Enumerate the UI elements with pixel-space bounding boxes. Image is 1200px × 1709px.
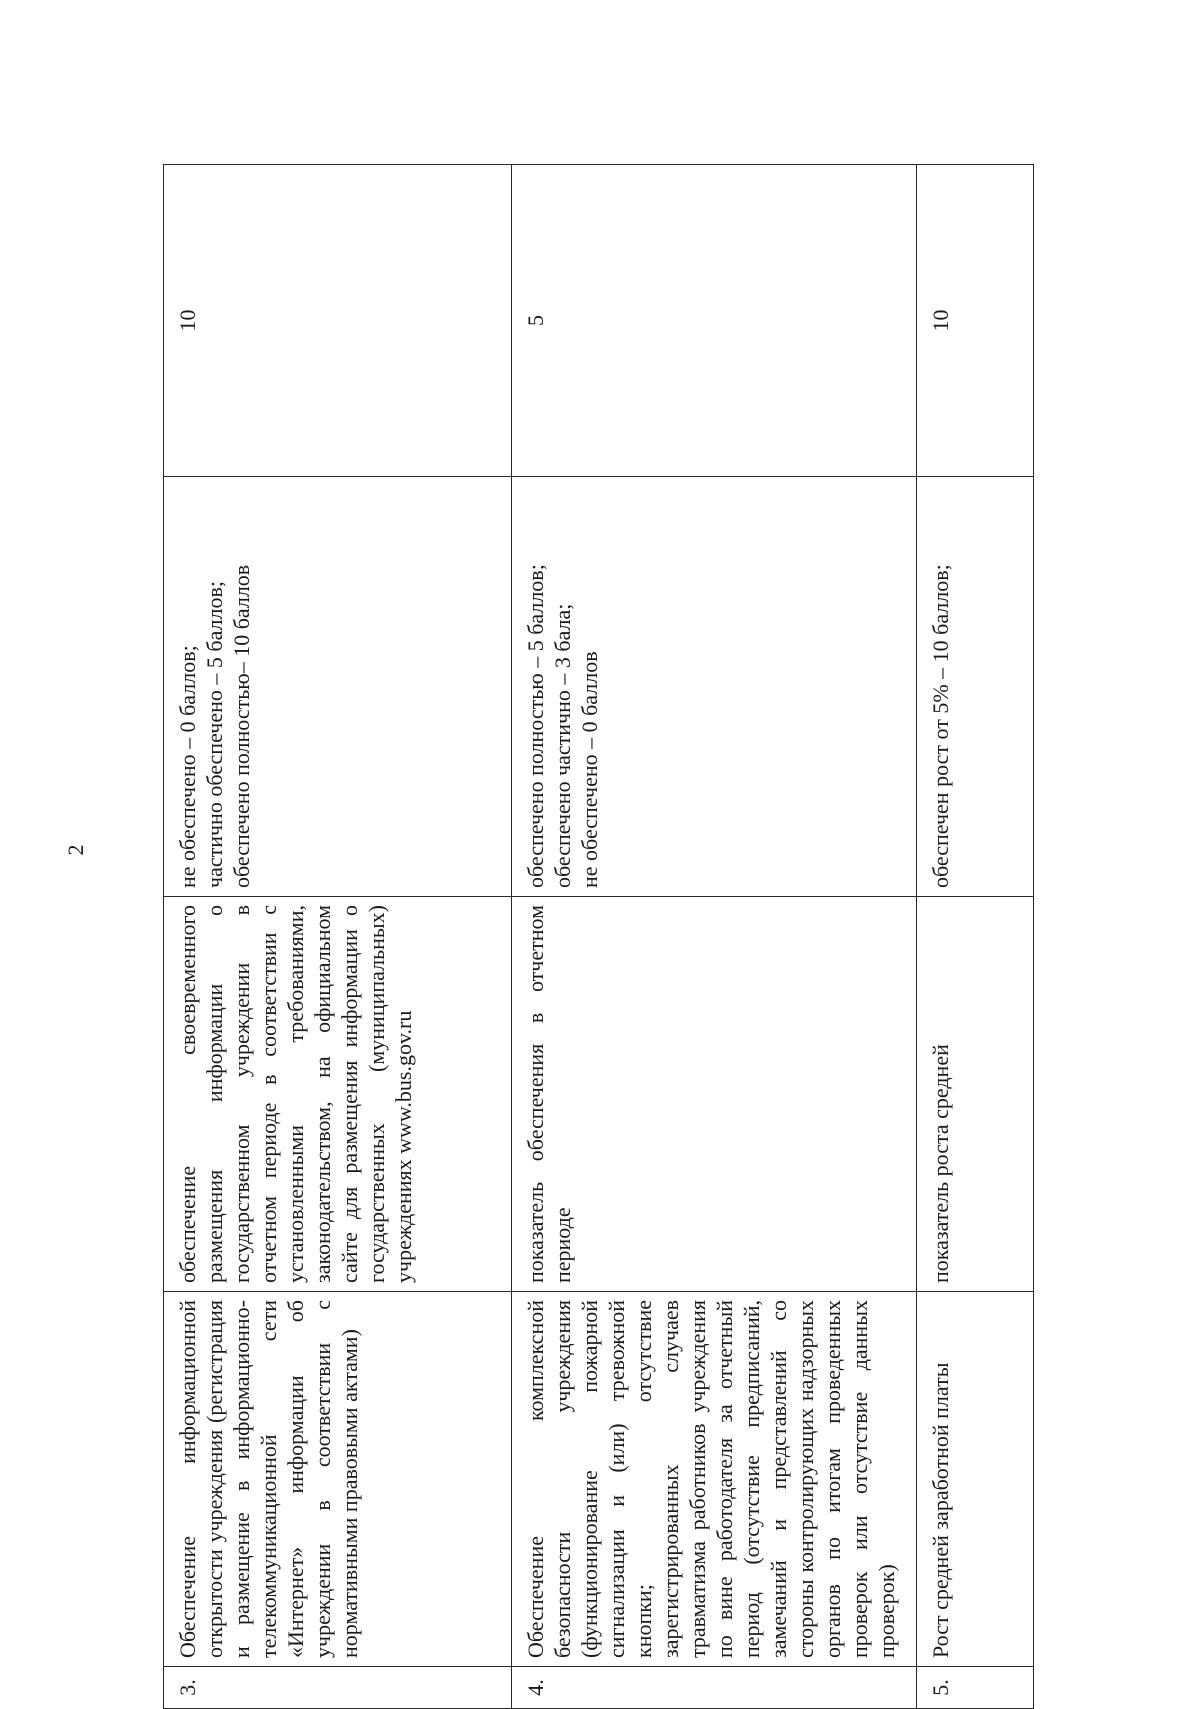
max-points: 5 [512,165,917,477]
page-number: 2 [63,844,88,856]
criterion-indicator: обеспечение своевременного размещения информации о государственном учреждении в отчетном периоде в соответствии с установленными требованиями, законодательством, на официальном сайте для размещения информации о государственных (муниципальных) учреждениях www.bus.gov.ru [164,897,512,1292]
scoring-line: обеспечено частично – 3 бала; [550,603,575,888]
table-row [512,165,917,1709]
criterion-scoring [164,477,512,897]
table-row [917,165,1034,1709]
max-points: 10 [917,165,1034,477]
criterion-scoring [512,477,917,897]
criterion-scoring [917,477,1034,897]
criterion-name: Обеспечение информационной открытости учреждения (регистрация и размещение в информационно-телекоммуникационной сети «Интернет» информации об учреждении в соответствии с нормативными правовыми актами) [164,1292,512,1667]
criteria-table [163,164,1034,1709]
criterion-indicator: показатель роста средней [917,897,1034,1292]
row-number: 5. [917,1667,1034,1709]
scoring-line: обеспечено полностью– 10 баллов [229,564,254,888]
criterion-name: Рост средней заработной платы [917,1292,1034,1667]
criterion-indicator: показатель обеспечения в отчетном периоде [512,897,917,1292]
max-points: 10 [164,165,512,477]
criteria-table-rotated [163,165,1033,1709]
scoring-line: обеспечен рост от 5% – 10 баллов; [928,564,953,888]
row-number: 4. [512,1667,917,1709]
scoring-line: не обеспечено – 0 баллов [577,651,602,888]
scoring-line: частично обеспечено – 5 баллов; [202,580,227,888]
row-number: 3. [164,1667,512,1709]
criterion-name: Обеспечение комплексной безопасности учреждения (функционирование пожарной сигнализации и (или) тревожной кнопки; отсутствие зарегистрированных случаев травматизма работников учреждения по вине работодателя за отчетный период (отсутствие предписаний, замечаний и представлений со стороны контролирующих надзорных органов по итогам проведенных проверок или отсутствие данных проверок) [512,1292,917,1667]
scoring-line: не обеспечено – 0 баллов; [175,645,200,888]
scoring-line: обеспечено полностью – 5 баллов; [523,564,548,888]
table-row [164,165,512,1709]
